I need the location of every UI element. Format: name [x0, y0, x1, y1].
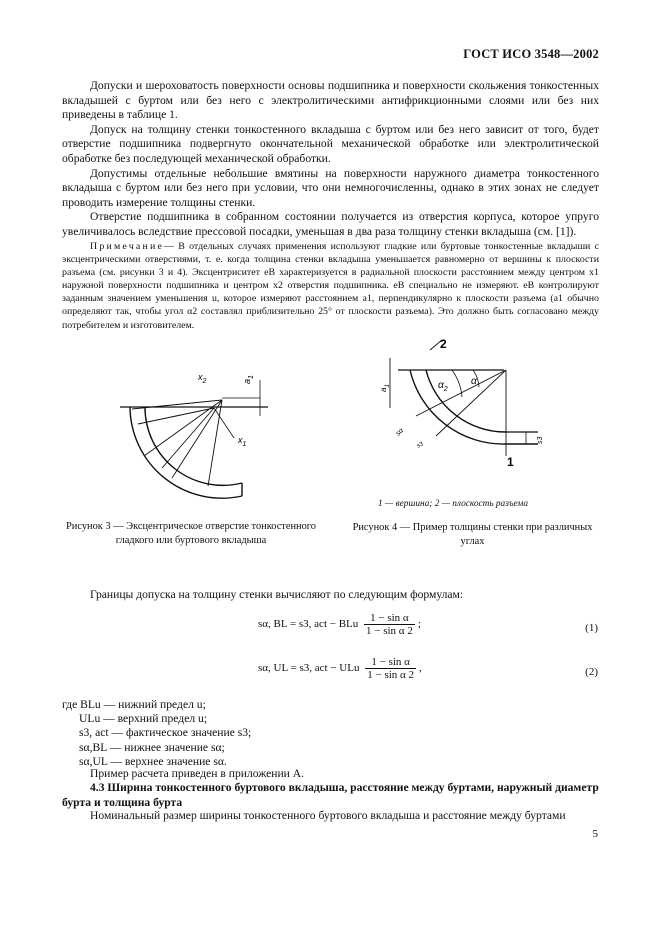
formula-2-number: (2)	[585, 666, 598, 678]
paragraph-dents: Допустимы отдельные небольшие вмятины на поверхности наружного диаметра тонкостенного вкладыша с буртом или без него при условии, что они немногочисленны, однако в этих зонах не следует проводить измерение толщины стенки.	[62, 166, 599, 209]
page-number: 5	[592, 828, 598, 840]
where-sul: sα,UL — верхнее значение sα.	[79, 754, 227, 768]
body-paragraphs	[62, 79, 599, 240]
fig4-e-label: s3	[537, 436, 544, 444]
figure-4-caption: Рисунок 4 — Пример толщины стенки при различных углах	[352, 522, 593, 547]
where-s3act: s3, act — фактическое значение s3;	[79, 726, 252, 740]
formula-1-number: (1)	[585, 622, 598, 634]
where-list	[62, 698, 251, 769]
section-number: 4.3	[90, 781, 105, 794]
formula-2-tail: ,	[419, 662, 422, 675]
where-ul: ULu — верхний предел u;	[79, 712, 208, 726]
paragraph-assembled-bore: Отверстие подшипника в собранном состоянии получается из отверстия корпуса, которое упруго увеличивалось вследствие прессовой посадки, уменьшая в два раза толщину стенки вкладыша (см. [1]).	[62, 210, 599, 238]
document-header: ГОСТ ИСО 3548—2002	[463, 47, 599, 61]
fig4-label-2: 2	[440, 337, 447, 351]
formula-1-lhs: sα, BL = s3, act − BLu	[258, 618, 359, 631]
figure-4-legend: 1 — вершина; 2 — плоскость разъема	[378, 499, 529, 509]
paragraph-wall-tolerance: Допуск на толщину стенки тонкостенного вкладыша с буртом или без него зависит от того, будет отверстие подшипника подвергнуто окончательной механической обработке или электролитической обработке без последующей механической обработки.	[62, 122, 599, 165]
section-title: Ширина тонкостенного буртового вкладыша, расстояние между буртами, наружный диаметр бурта и толщина бурта	[62, 781, 599, 809]
formula-1	[258, 612, 421, 637]
fig4-s-alpha-label: sα	[394, 427, 406, 438]
note-block	[62, 240, 599, 332]
fig3-a1-label: $a_1$	[242, 375, 255, 384]
figure-3-drawing	[118, 368, 278, 510]
fig4-alpha-label: α	[471, 376, 477, 387]
fig4-s3-label: s3	[416, 441, 425, 450]
example-reference: Пример расчета приведен в приложении А.	[90, 767, 305, 780]
figure-3-caption: Рисунок 3 — Эксцентрическое отверстие тонкостенного гладкого или буртового вкладыша	[66, 521, 316, 546]
formula-2	[258, 656, 422, 681]
fig3-x2-label: $x_2$	[198, 372, 207, 385]
formula-2-lhs: sα, UL = s3, act − ULu	[258, 662, 360, 675]
formula-2-denominator: 1 − sin α 2	[367, 669, 415, 681]
note-text: — В отдельных случаях применения используют гладкие или буртовые тонкостенные вкладыши с эксцентрическими отверстиями, т. е. когда толщина стенки вкладыша уменьшается равномерно от вершины к плоскости разъема (см. рисунки 3 и 4). Эксцентриситет eB характеризуется в радиальной плоскости расстоянием между центром x1 наружной поверхности подшипника и центром x2 отверстия подшипника. eB специально не измеряют. eB контролируют заданным значением уменьшения u, которое измеряют расстоянием a1, перпендикулярно к плоскости разъема (a1 обычно определяют так, чтобы угол α2 составлял приблизительно 25° от плоскости разъема). Это должно быть согласовано между потребителем и изготовителем.	[62, 241, 599, 331]
fig4-label-1: 1	[507, 455, 514, 468]
formulas-intro: Границы допуска на толщину стенки вычисляют по следующим формулам:	[90, 588, 464, 601]
section-heading	[62, 781, 599, 810]
formula-1-denominator: 1 − sin α 2	[366, 625, 413, 637]
where-bl: где BLu — нижний предел u;	[62, 698, 206, 711]
formula-2-numerator: 1 − sin α	[365, 656, 416, 669]
paragraph-tolerances: Допуски и шероховатость поверхности основы подшипника и поверхности скольжения тонкостенных вкладышей с буртом или без него с электролитическими антифрикционными слоями или без них приведены в таблице 1.	[62, 79, 599, 122]
figure-4-drawing	[378, 336, 558, 468]
where-sbl: sα,BL — нижнее значение sα;	[79, 740, 225, 754]
formula-1-tail: ;	[417, 618, 421, 631]
fig3-x1-label: $x_1$	[238, 435, 247, 448]
fig4-alpha2-label: $\alpha_2$	[438, 380, 448, 393]
formula-1-numerator: 1 − sin α	[364, 612, 415, 625]
note-label: Примечание	[90, 241, 165, 252]
last-line: Номинальный размер ширины тонкостенного буртового вкладыша и расстояние между буртами	[90, 809, 566, 822]
fig4-a1-label: $a_1$	[379, 384, 391, 392]
